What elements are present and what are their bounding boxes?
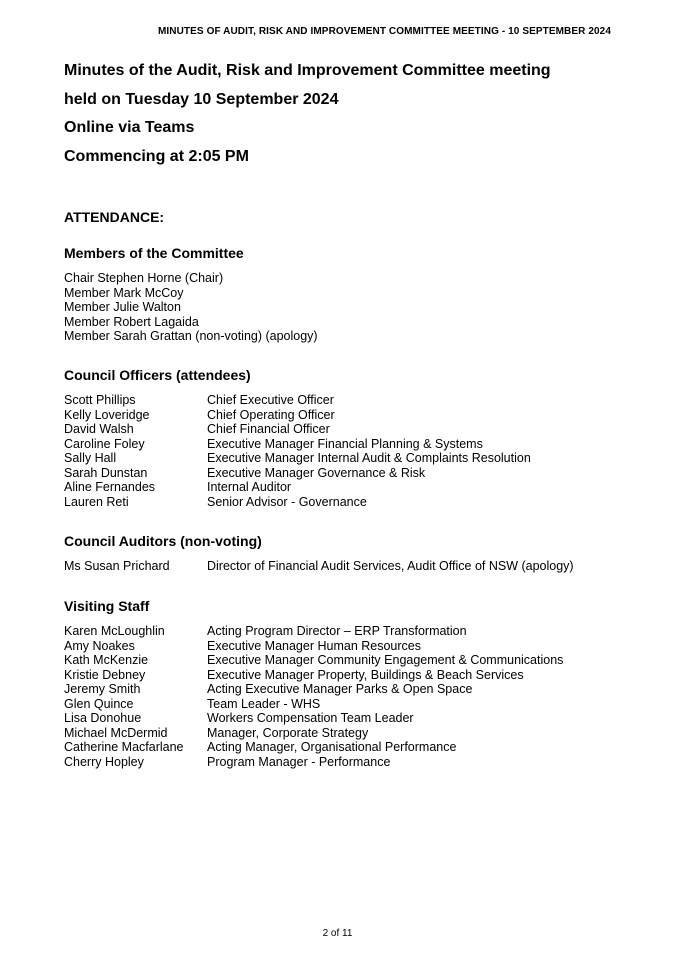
attendee-name: Lisa Donohue	[64, 711, 142, 725]
table-row	[64, 408, 624, 423]
members-list	[64, 271, 318, 344]
attendee-role: Director of Financial Audit Services, Audit Office of NSW (apology)	[207, 559, 574, 573]
attendee-name: Lauren Reti	[64, 494, 129, 509]
table-row	[64, 559, 624, 574]
council-officers-list	[64, 393, 624, 509]
attendee-role: Executive Manager Property, Buildings & Beach Services	[207, 667, 524, 682]
table-row	[64, 711, 624, 726]
table-row	[64, 393, 624, 408]
attendee-name: David Walsh	[64, 422, 134, 436]
attendee-role: Acting Executive Manager Parks & Open Space	[207, 682, 473, 696]
visiting-staff-heading: Visiting Staff	[64, 598, 150, 614]
table-row	[64, 668, 624, 683]
attendee-name: Cherry Hopley	[64, 754, 144, 769]
table-row	[64, 437, 624, 452]
attendee-name: Ms Susan Prichard	[64, 559, 170, 573]
attendee-role: Chief Executive Officer	[207, 393, 334, 407]
table-row	[64, 495, 624, 510]
council-auditors-list	[64, 559, 624, 574]
attendee-role: Team Leader - WHS	[207, 696, 321, 711]
visiting-staff-list	[64, 624, 624, 769]
attendee-role: Acting Program Director – ERP Transformation	[207, 624, 467, 638]
list-item: Member Mark McCoy	[64, 285, 184, 300]
attendee-name: Kath McKenzie	[64, 653, 149, 667]
attendee-role: Chief Financial Officer	[207, 422, 330, 436]
table-row	[64, 682, 624, 697]
attendee-role: Program Manager - Performance	[207, 754, 391, 769]
title-line-3: Online via Teams	[64, 119, 195, 136]
members-heading: Members of the Committee	[64, 245, 244, 261]
table-row	[64, 422, 624, 437]
attendance-heading: ATTENDANCE:	[64, 209, 165, 225]
attendee-role: Manager, Corporate Strategy	[207, 725, 369, 740]
attendee-role: Senior Advisor - Governance	[207, 494, 367, 509]
attendee-name: Jeremy Smith	[64, 682, 141, 696]
running-header: MINUTES OF AUDIT, RISK AND IMPROVEMENT COMMITTEE MEETING - 10 SEPTEMBER 2024	[157, 26, 611, 37]
attendee-role: Executive Manager Human Resources	[207, 638, 421, 653]
council-officers-heading: Council Officers (attendees)	[64, 367, 251, 383]
council-auditors-heading: Council Auditors (non-voting)	[64, 533, 262, 549]
title-line-4: Commencing at 2:05 PM	[64, 148, 249, 165]
table-row	[64, 726, 624, 741]
table-row	[64, 639, 624, 654]
attendee-name: Aline Fernandes	[64, 480, 156, 494]
attendee-role: Executive Manager Internal Audit & Complaints Resolution	[207, 451, 531, 465]
attendee-name: Glen Quince	[64, 696, 134, 711]
list-item: Chair Stephen Horne (Chair)	[64, 271, 224, 285]
attendee-name: Amy Noakes	[64, 638, 135, 653]
title-line-2: held on Tuesday 10 September 2024	[64, 91, 339, 108]
attendee-role: Executive Manager Community Engagement & Communications	[207, 653, 564, 667]
attendee-role: Chief Operating Officer	[207, 407, 335, 422]
attendee-role: Executive Manager Financial Planning & Systems	[207, 436, 483, 451]
attendee-name: Kelly Loveridge	[64, 407, 150, 422]
attendee-name: Sally Hall	[64, 451, 117, 465]
attendee-role: Workers Compensation Team Leader	[207, 711, 414, 725]
attendee-name: Michael McDermid	[64, 725, 168, 740]
page-number: 2 of 11	[322, 928, 353, 939]
table-row	[64, 624, 624, 639]
attendee-role: Acting Manager, Organisational Performance	[207, 740, 457, 754]
attendee-name: Caroline Foley	[64, 436, 145, 451]
table-row	[64, 480, 624, 495]
table-row	[64, 466, 624, 481]
table-row	[64, 740, 624, 755]
title-line-1: Minutes of the Audit, Risk and Improvement Committee meeting	[64, 62, 551, 79]
table-row	[64, 451, 624, 466]
attendee-role: Internal Auditor	[207, 480, 292, 494]
table-row	[64, 653, 624, 668]
table-row	[64, 697, 624, 712]
table-row	[64, 755, 624, 770]
list-item: Member Robert Lagaida	[64, 314, 199, 329]
attendee-name: Scott Phillips	[64, 393, 136, 407]
list-item: Member Sarah Grattan (non-voting) (apology)	[64, 329, 318, 343]
attendee-role: Executive Manager Governance & Risk	[207, 465, 426, 480]
attendee-name: Kristie Debney	[64, 667, 146, 682]
attendee-name: Catherine Macfarlane	[64, 740, 184, 754]
attendee-name: Sarah Dunstan	[64, 465, 148, 480]
attendee-name: Karen McLoughlin	[64, 624, 165, 638]
list-item: Member Julie Walton	[64, 300, 181, 314]
